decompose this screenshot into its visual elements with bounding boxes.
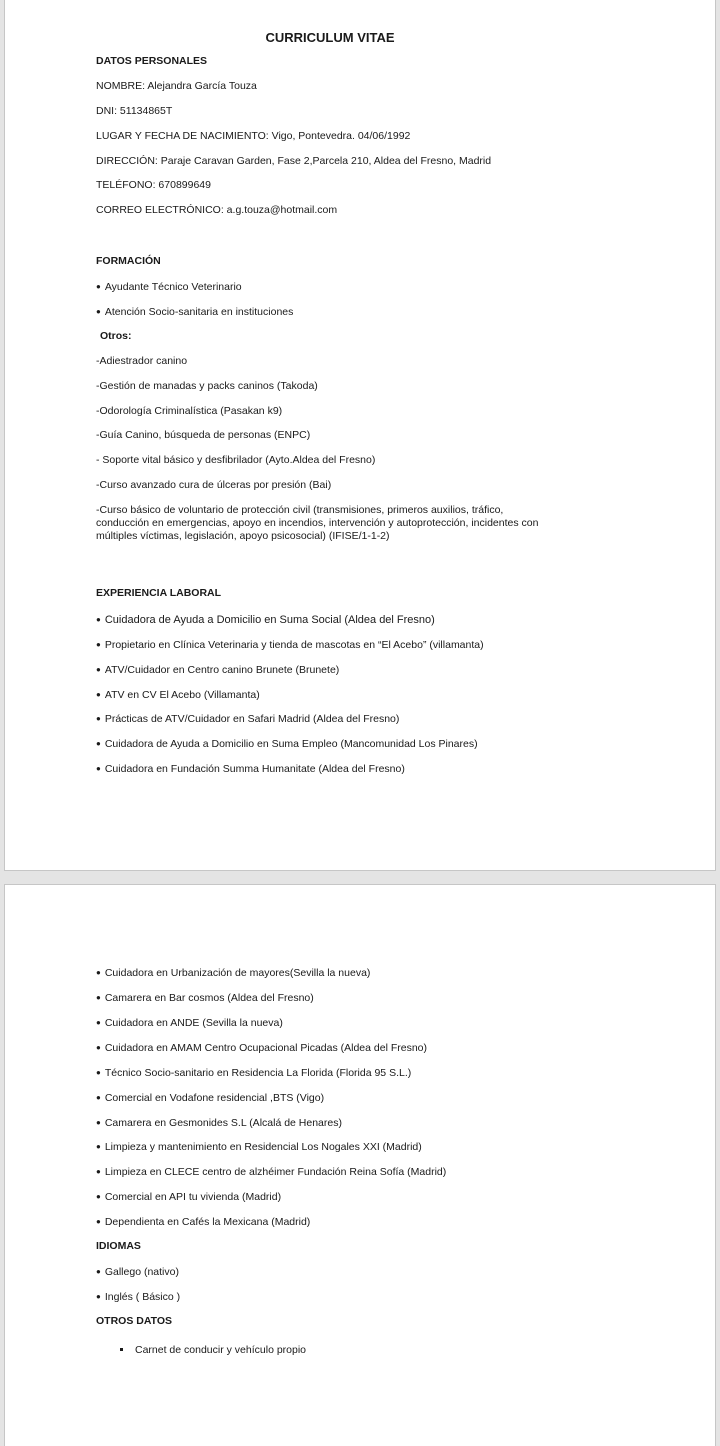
list-item: ● Gallego (nativo) xyxy=(96,1266,179,1278)
bullet-icon: ● xyxy=(96,1217,101,1226)
list-item: ● Cuidadora en ANDE (Sevilla la nueva) xyxy=(96,1017,283,1029)
personal-telefono: TELÉFONO: 670899649 xyxy=(96,179,211,191)
list-item: -Guía Canino, búsqueda de personas (ENPC) xyxy=(96,429,311,441)
bullet-icon: ● xyxy=(96,968,101,977)
list-item: ● Limpieza y mantenimiento en Residencial Los Nogales XXI (Madrid) xyxy=(96,1141,422,1153)
list-item: ● Ayudante Técnico Veterinario xyxy=(96,281,242,293)
personal-direccion: DIRECCIÓN: Paraje Caravan Garden, Fase 2,Parcela 210, Aldea del Fresno, Madrid xyxy=(96,155,492,167)
list-item: ● Limpieza en CLECE centro de alzhéimer Fundación Reina Sofía (Madrid) xyxy=(96,1166,447,1178)
otros-datos-heading: OTROS DATOS xyxy=(96,1315,173,1327)
list-item: Carnet de conducir y vehículo propio xyxy=(120,1344,306,1357)
idiomas-heading: IDIOMAS xyxy=(96,1240,141,1252)
otros-heading: Otros: xyxy=(100,330,132,342)
list-item: ● Cuidadora de Ayuda a Domicilio en Suma Empleo (Mancomunidad Los Pinares) xyxy=(96,738,478,750)
list-item: ● Comercial en API tu vivienda (Madrid) xyxy=(96,1191,282,1203)
document-title: CURRICULUM VITAE xyxy=(265,30,395,45)
list-item: -Gestión de manadas y packs caninos (Takoda) xyxy=(96,380,318,392)
list-item: -Adiestrador canino xyxy=(96,355,188,367)
list-item: ● Dependienta en Cafés la Mexicana (Madrid) xyxy=(96,1216,311,1228)
personal-correo: CORREO ELECTRÓNICO: a.g.touza@hotmail.com xyxy=(96,204,338,216)
list-item: ● Comercial en Vodafone residencial ,BTS (Vigo) xyxy=(96,1092,325,1104)
list-item: ● Cuidadora de Ayuda a Domicilio en Suma Social (Aldea del Fresno) xyxy=(96,614,435,626)
bullet-icon: ● xyxy=(96,1118,101,1127)
bullet-icon: ● xyxy=(96,307,101,316)
bullet-icon: ● xyxy=(96,714,101,723)
bullet-icon: ● xyxy=(96,615,101,624)
bullet-icon: ● xyxy=(96,993,101,1002)
list-item: ● Cuidadora en AMAM Centro Ocupacional Picadas (Aldea del Fresno) xyxy=(96,1042,428,1054)
bullet-icon: ● xyxy=(96,764,101,773)
bullet-icon: ● xyxy=(96,1068,101,1077)
bullet-icon: ● xyxy=(96,1142,101,1151)
bullet-icon: ● xyxy=(96,690,101,699)
personal-dni: DNI: 51134865T xyxy=(96,105,173,117)
experiencia-heading: EXPERIENCIA LABORAL xyxy=(96,587,222,599)
list-item: ● Camarera en Bar cosmos (Aldea del Fresno) xyxy=(96,992,314,1004)
bullet-icon: ● xyxy=(96,739,101,748)
bullet-icon: ● xyxy=(96,665,101,674)
bullet-icon: ● xyxy=(96,282,101,291)
square-bullet-icon xyxy=(120,1348,123,1351)
list-item: ● Técnico Socio-sanitario en Residencia La Florida (Florida 95 S.L.) xyxy=(96,1067,412,1079)
list-item: -Odorología Criminalística (Pasakan k9) xyxy=(96,405,283,417)
document-page-1 xyxy=(4,0,716,871)
list-item: ● Prácticas de ATV/Cuidador en Safari Madrid (Aldea del Fresno) xyxy=(96,713,400,725)
bullet-icon: ● xyxy=(96,1018,101,1027)
list-item: ● Camarera en Gesmonides S.L (Alcalá de Henares) xyxy=(96,1117,342,1129)
list-item: -Curso básico de voluntario de protección civil (transmisiones, primeros auxilios, tráfico, conducción en emergencias, apoyo en incendios, intervención y autoprotección, incidentes con múltiples víctimas, legislación, apoyo psicosocial) (IFISE/1-1-2) xyxy=(96,504,539,542)
bullet-icon: ● xyxy=(96,1292,101,1301)
bullet-icon: ● xyxy=(96,1093,101,1102)
list-item: ● ATV/Cuidador en Centro canino Brunete (Brunete) xyxy=(96,664,340,676)
personal-nombre: NOMBRE: Alejandra García Touza xyxy=(96,80,257,92)
list-item: ● Cuidadora en Fundación Summa Humanitate (Aldea del Fresno) xyxy=(96,763,405,775)
personal-heading: DATOS PERSONALES xyxy=(96,55,208,67)
bullet-icon: ● xyxy=(96,1043,101,1052)
bullet-icon: ● xyxy=(96,640,101,649)
list-item: -Curso avanzado cura de úlceras por presión (Bai) xyxy=(96,479,332,491)
personal-nacimiento: LUGAR Y FECHA DE NACIMIENTO: Vigo, Pontevedra. 04/06/1992 xyxy=(96,130,411,142)
bullet-icon: ● xyxy=(96,1167,101,1176)
formacion-heading: FORMACIÓN xyxy=(96,255,161,267)
list-item: ● Cuidadora en Urbanización de mayores(Sevilla la nueva) xyxy=(96,967,371,979)
list-item: ● ATV en CV El Acebo (Villamanta) xyxy=(96,689,260,701)
bullet-icon: ● xyxy=(96,1267,101,1276)
list-item: ● Inglés ( Básico ) xyxy=(96,1291,181,1303)
list-item: - Soporte vital básico y desfibrilador (Ayto.Aldea del Fresno) xyxy=(96,454,376,466)
bullet-icon: ● xyxy=(96,1192,101,1201)
list-item: ● Propietario en Clínica Veterinaria y tienda de mascotas en “El Acebo” (villamanta) xyxy=(96,639,484,651)
document-page-2 xyxy=(4,884,716,1446)
list-item: ● Atención Socio-sanitaria en instituciones xyxy=(96,306,294,318)
